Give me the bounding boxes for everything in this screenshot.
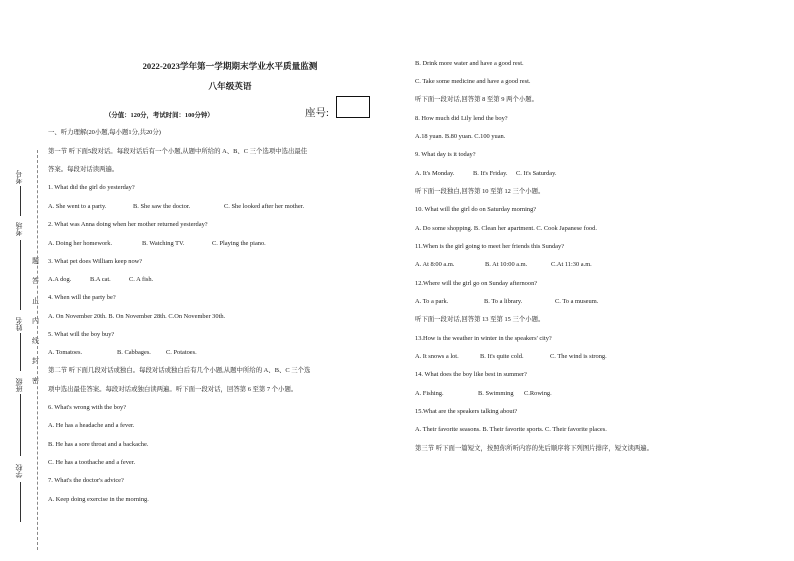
question-7: 7. What's the doctor's advice?: [48, 477, 124, 484]
option-b[interactable]: B.A cat.: [90, 276, 111, 283]
part1-instruction: 答案。每段对话读两遍。: [48, 166, 119, 173]
margin-label-xingming: 姓名: [15, 317, 23, 331]
question-12-options: [415, 298, 598, 305]
margin-line: [20, 482, 21, 522]
margin-label-kaohao: 考号: [15, 170, 23, 184]
option-a[interactable]: A. Tomatoes.: [48, 349, 83, 356]
seal-char: 线: [32, 337, 39, 345]
part2-instruction: 第二节 听下面几段对话或独白。每段对话或独白后有几个小题,从题中所给的 A、B、C 三个选: [48, 367, 311, 374]
question-4: 4. When will the party be?: [48, 294, 116, 301]
question-15-options[interactable]: A. Their favorite seasons. B. Their favorite sports. C. Their favorite places.: [415, 426, 607, 433]
left-column: [48, 0, 388, 561]
option-a[interactable]: A. She went to a party.: [48, 203, 107, 210]
instruction-8-9: 听下面一段对话,回答第 8 至第 9 两个小题。: [415, 96, 539, 103]
question-6-option-b[interactable]: B. He has a sore throat and a backache.: [48, 441, 149, 448]
part3-instruction: 第三节 听下面一篇短文，按照你所听内容的先后顺序将下列图片排序，短文读两遍。: [415, 445, 654, 452]
question-1: 1. What did the girl do yesterday?: [48, 184, 135, 191]
question-11-options: [415, 261, 592, 268]
option-c[interactable]: C. A fish.: [129, 276, 154, 283]
option-c[interactable]: C. Potatoes.: [166, 349, 197, 356]
seal-char: 封: [32, 357, 39, 365]
instruction-10-12: 听下面一段独白,回答第 10 至第 12 三个小题。: [415, 188, 545, 195]
question-7-option-c[interactable]: C. Take some medicine and have a good rest.: [415, 78, 531, 85]
question-12: 12.Where will the girl go on Sunday afternoon?: [415, 280, 538, 287]
option-a[interactable]: A. To a park.: [415, 298, 449, 305]
option-c[interactable]: C.Rowing.: [524, 390, 552, 397]
question-10-options[interactable]: A. Do some shopping. B. Clean her apartment. C. Cook Japanese food.: [415, 225, 597, 232]
option-b[interactable]: B. Swimming: [478, 390, 514, 397]
option-c[interactable]: C. She looked after her mother.: [224, 203, 305, 210]
part1-instruction: 第一节 听下面5段对话。每段对话后有一个小题,从题中所给的 A、B、C 三个选项中选出最佳: [48, 148, 308, 155]
seal-warning: [31, 258, 40, 398]
instruction-13-15: 听下面一段对话,回答第 13 至第 15 三个小题。: [415, 316, 545, 323]
margin-line: [20, 394, 21, 456]
seat-number-label: 座号:: [305, 108, 329, 119]
margin-label-banji: 班级: [15, 378, 23, 392]
question-3: 3. What pet does William keep now?: [48, 258, 143, 265]
seal-dash-line: [37, 150, 38, 550]
question-2: 2. What was Anna doing when her mother returned yesterday?: [48, 221, 208, 228]
right-column: [415, 0, 760, 561]
option-b[interactable]: B. It's Friday.: [473, 170, 508, 177]
seal-char: 题: [32, 257, 39, 265]
question-6-option-c[interactable]: C. He has a toothache and a fever.: [48, 459, 136, 466]
margin-label-kaochang: 考场: [15, 222, 23, 236]
exam-subject: 八年级英语: [208, 81, 252, 91]
question-7-option-a[interactable]: A. Keep doing exercise in the morning.: [48, 496, 149, 503]
question-10: 10. What will the girl do on Saturday morning?: [415, 206, 537, 213]
question-6: 6. What's wrong with the boy?: [48, 404, 127, 411]
question-9: 9. What day is it today?: [415, 151, 476, 158]
question-13-options: [415, 353, 607, 360]
question-15: 15.What are the speakers talking about?: [415, 408, 518, 415]
option-a[interactable]: A. Fishing.: [415, 390, 444, 397]
exam-title: 2022-2023学年第一学期期末学业水平质量监测: [142, 61, 318, 71]
option-b[interactable]: B. Cabbages.: [117, 349, 151, 356]
question-7-option-b[interactable]: B. Drink more water and have a good rest.: [415, 60, 524, 67]
option-a[interactable]: A. It snows a lot.: [415, 353, 459, 360]
question-11: 11.When is the girl going to meet her friends this Sunday?: [415, 243, 565, 250]
question-14: 14. What does the boy like best in summer?: [415, 371, 527, 378]
question-2-options: [48, 240, 266, 247]
binding-margin: [0, 0, 42, 561]
option-b[interactable]: B. It's quite cold.: [480, 353, 524, 360]
seal-char: 答: [32, 277, 39, 285]
seal-char: 止: [32, 297, 39, 305]
margin-label-xuexiao: 学校: [15, 464, 23, 478]
question-9-options: [415, 170, 557, 177]
margin-line: [20, 240, 21, 310]
option-a[interactable]: A. Doing her homework.: [48, 240, 113, 247]
seal-char: 内: [32, 317, 39, 325]
section-title: 一、听力理解(20小题,每小题1分,共20分): [48, 129, 161, 136]
option-b[interactable]: B. To a library.: [484, 298, 523, 305]
option-c[interactable]: C. It's Saturday.: [516, 170, 557, 177]
option-a[interactable]: A. At 8:00 a.m.: [415, 261, 455, 268]
score-info: （分值：120分，考试时间：100分钟）: [105, 112, 214, 119]
option-c[interactable]: C. The wind is strong.: [550, 353, 607, 360]
option-b[interactable]: B. At 10:00 a.m.: [485, 261, 528, 268]
option-a[interactable]: A.A dog.: [48, 276, 72, 283]
question-5-options: [48, 349, 197, 356]
question-8-options[interactable]: A.18 yuan. B.80 yuan. C.100 yuan.: [415, 133, 506, 140]
option-a[interactable]: A. It's Monday.: [415, 170, 455, 177]
option-c[interactable]: C.At 11:30 a.m.: [551, 261, 592, 268]
margin-line: [20, 186, 21, 216]
part2-instruction: 项中选出最佳答案。每段对话或独白读两遍。听下面一段对话，回答第 6 至第 7 个小题。: [48, 386, 298, 393]
seal-char: 密: [32, 377, 39, 385]
question-13: 13.How is the weather in winter in the speakers' city?: [415, 335, 552, 342]
question-5: 5. What will the boy buy?: [48, 331, 115, 338]
margin-line: [20, 333, 21, 371]
question-4-options[interactable]: A. On November 20th. B. On November 28th. C.On November 30th.: [48, 313, 226, 320]
option-c[interactable]: C. Playing the piano.: [212, 240, 266, 247]
question-14-options: [415, 390, 552, 397]
question-1-options: [48, 203, 304, 210]
question-6-option-a[interactable]: A. He has a headache and a fever.: [48, 422, 135, 429]
option-b[interactable]: B. She saw the doctor.: [133, 203, 191, 210]
option-b[interactable]: B. Watching TV.: [142, 240, 185, 247]
question-3-options: [48, 276, 153, 283]
option-c[interactable]: C. To a museum.: [555, 298, 599, 305]
question-8: 8. How much did Lily lend the boy?: [415, 115, 508, 122]
